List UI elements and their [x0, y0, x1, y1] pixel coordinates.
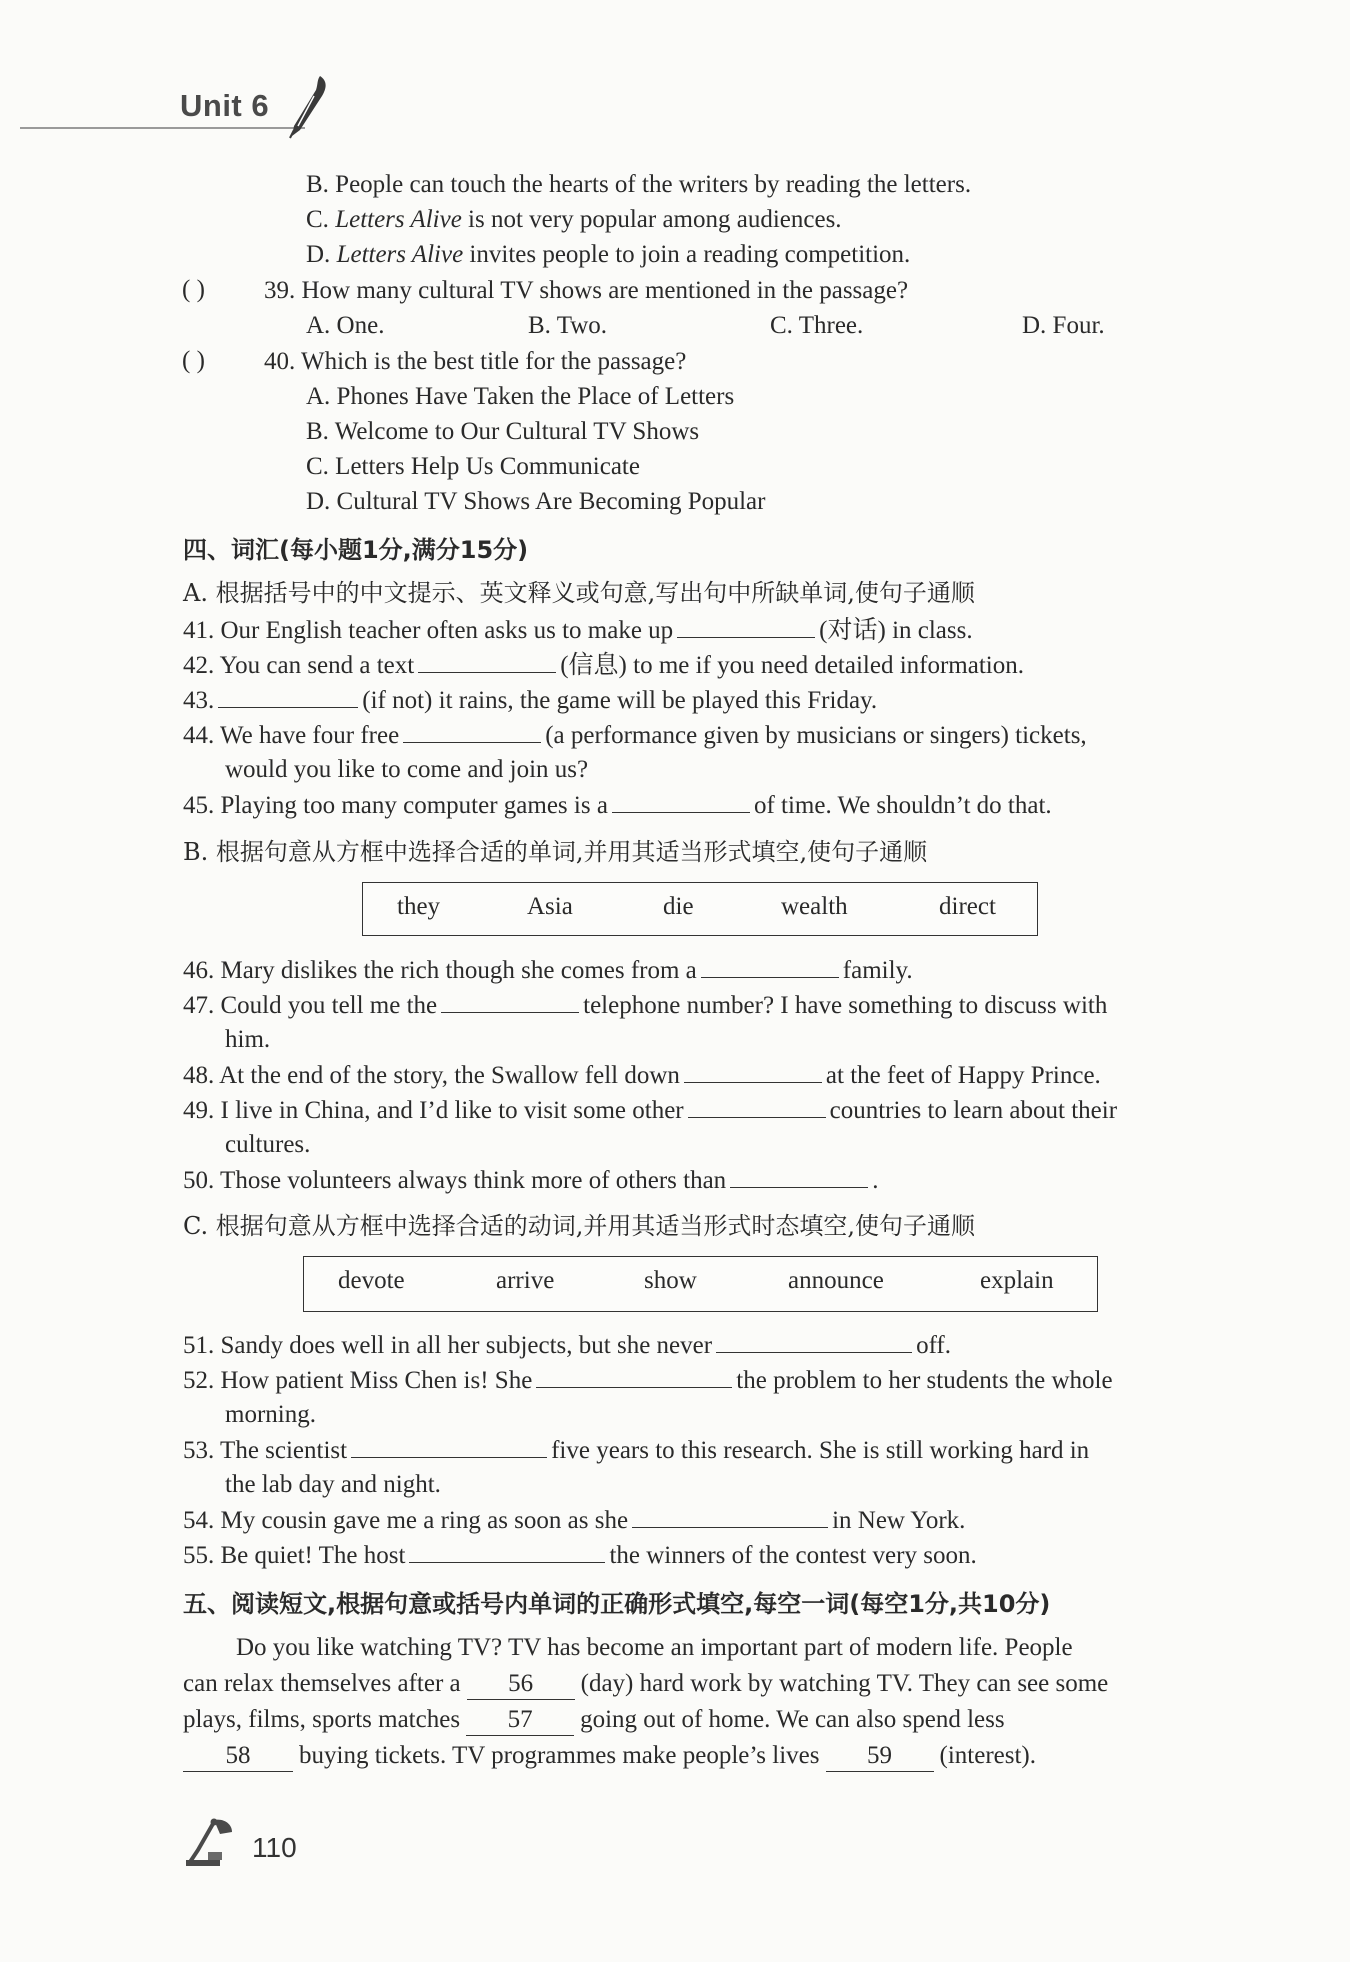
question-52-continued: morning. — [225, 1401, 316, 1428]
word-box-item: Asia — [527, 893, 573, 920]
answer-blank-56[interactable]: 56 — [467, 1669, 575, 1700]
question-47-continued: him. — [225, 1026, 271, 1053]
word-box-c — [303, 1256, 1098, 1312]
question-51: 51. Sandy does well in all her subjects, but she never off. — [183, 1332, 952, 1359]
answer-blank-55[interactable] — [409, 1540, 605, 1563]
answer-blank-48[interactable] — [684, 1060, 822, 1083]
show-title: Letters Alive — [336, 241, 464, 268]
q38-option-c: C. Letters Alive is not very popular among audiences. — [306, 206, 842, 233]
q39-stem: 39. How many cultural TV shows are mentioned in the passage? — [264, 277, 909, 304]
q39-option-a: A. One. — [306, 312, 385, 339]
section5-title: 五、阅读短文,根据句意或括号内单词的正确形式填空,每空一词(每空1分,共10分) — [183, 1590, 1051, 1618]
pen-icon — [284, 74, 330, 140]
word-box-item: direct — [939, 893, 996, 920]
q39-option-b: B. Two. — [528, 312, 608, 339]
question-42: 42. You can send a text (信息) to me if you need detailed information. — [183, 652, 1024, 679]
passage-line-3: plays, films, sports matches 57 going out of home. We can also spend less — [183, 1705, 1005, 1736]
answer-blank-44[interactable] — [403, 720, 541, 743]
answer-bracket-39[interactable]: ( ) — [182, 276, 205, 303]
answer-blank-52[interactable] — [536, 1365, 732, 1388]
answer-bracket-40[interactable]: ( ) — [182, 347, 205, 374]
q38-option-b: B. People can touch the hearts of the writers by reading the letters. — [306, 171, 972, 198]
question-44: 44. We have four free (a performance given by musicians or singers) tickets, — [183, 722, 1087, 749]
answer-blank-57[interactable]: 57 — [466, 1705, 574, 1736]
word-box-item: they — [397, 893, 441, 920]
header-rule — [20, 127, 305, 129]
question-43: 43. (if not) it rains, the game will be played this Friday. — [183, 687, 878, 714]
q40-stem: 40. Which is the best title for the passage? — [264, 348, 687, 375]
passage-line-1: Do you like watching TV? TV has become an important part of modern life. People — [236, 1634, 1073, 1661]
word-box-item: arrive — [496, 1267, 555, 1294]
section4-partB-title: B. 根据句意从方框中选择合适的单词,并用其适当形式填空,使句子通顺 — [183, 838, 928, 866]
answer-blank-58[interactable]: 58 — [183, 1741, 293, 1772]
answer-blank-46[interactable] — [701, 955, 839, 978]
q40-option-d: D. Cultural TV Shows Are Becoming Popular — [306, 488, 766, 515]
answer-blank-41[interactable] — [677, 615, 815, 638]
question-49: 49. I live in China, and I’d like to visit some other countries to learn about their — [183, 1097, 1118, 1124]
question-45: 45. Playing too many computer games is a of time. We shouldn’t do that. — [183, 792, 1052, 819]
word-box-item: devote — [338, 1267, 405, 1294]
word-box-item: announce — [788, 1267, 884, 1294]
question-53-continued: the lab day and night. — [225, 1471, 441, 1498]
question-41: 41. Our English teacher often asks us to make up (对话) in class. — [183, 617, 973, 644]
passage-line-4: 58 buying tickets. TV programmes make people’s lives 59 (interest). — [183, 1741, 1036, 1772]
word-box-b — [362, 882, 1038, 936]
word-box-item: explain — [980, 1267, 1054, 1294]
section4-partC-title: C. 根据句意从方框中选择合适的动词,并用其适当形式时态填空,使句子通顺 — [183, 1212, 976, 1240]
question-46: 46. Mary dislikes the rich though she comes from a family. — [183, 957, 913, 984]
q39-option-c: C. Three. — [770, 312, 864, 339]
page-number: 110 — [252, 1832, 297, 1863]
desk-lamp-icon — [184, 1816, 244, 1868]
q40-option-c: C. Letters Help Us Communicate — [306, 453, 640, 480]
answer-blank-59[interactable]: 59 — [826, 1741, 934, 1772]
answer-blank-54[interactable] — [632, 1505, 828, 1528]
question-44-continued: would you like to come and join us? — [225, 756, 589, 783]
answer-blank-43[interactable] — [218, 685, 358, 708]
answer-blank-50[interactable] — [730, 1165, 868, 1188]
question-50: 50. Those volunteers always think more of others than . — [183, 1167, 879, 1194]
unit-header: Unit 6 — [180, 88, 270, 123]
q39-option-d: D. Four. — [1022, 312, 1105, 339]
q40-option-b: B. Welcome to Our Cultural TV Shows — [306, 418, 700, 445]
question-53: 53. The scientist five years to this research. She is still working hard in — [183, 1437, 1090, 1464]
question-48: 48. At the end of the story, the Swallow fell down at the feet of Happy Prince. — [183, 1062, 1101, 1089]
word-box-item: die — [663, 893, 694, 920]
word-box-item: show — [644, 1267, 697, 1294]
answer-blank-47[interactable] — [441, 990, 579, 1013]
answer-blank-53[interactable] — [351, 1435, 547, 1458]
question-54: 54. My cousin gave me a ring as soon as she in New York. — [183, 1507, 966, 1534]
answer-blank-45[interactable] — [612, 790, 750, 813]
q40-option-a: A. Phones Have Taken the Place of Letters — [306, 383, 735, 410]
answer-blank-51[interactable] — [716, 1330, 912, 1353]
section4-partA-title: A. 根据括号中的中文提示、英文释义或句意,写出句中所缺单词,使句子通顺 — [183, 579, 975, 607]
question-49-continued: cultures. — [225, 1131, 311, 1158]
answer-blank-49[interactable] — [688, 1095, 826, 1118]
section4-title: 四、词汇(每小题1分,满分15分) — [183, 536, 529, 564]
answer-blank-42[interactable] — [418, 650, 556, 673]
show-title: Letters Alive — [335, 206, 462, 233]
q38-option-d: D. Letters Alive invites people to join a reading competition. — [306, 241, 911, 268]
question-55: 55. Be quiet! The host the winners of the contest very soon. — [183, 1542, 977, 1569]
word-box-item: wealth — [781, 893, 848, 920]
passage-line-2: can relax themselves after a 56 (day) hard work by watching TV. They can see some — [183, 1669, 1108, 1700]
question-47: 47. Could you tell me the telephone number? I have something to discuss with — [183, 992, 1108, 1019]
question-52: 52. How patient Miss Chen is! She the problem to her students the whole — [183, 1367, 1113, 1394]
